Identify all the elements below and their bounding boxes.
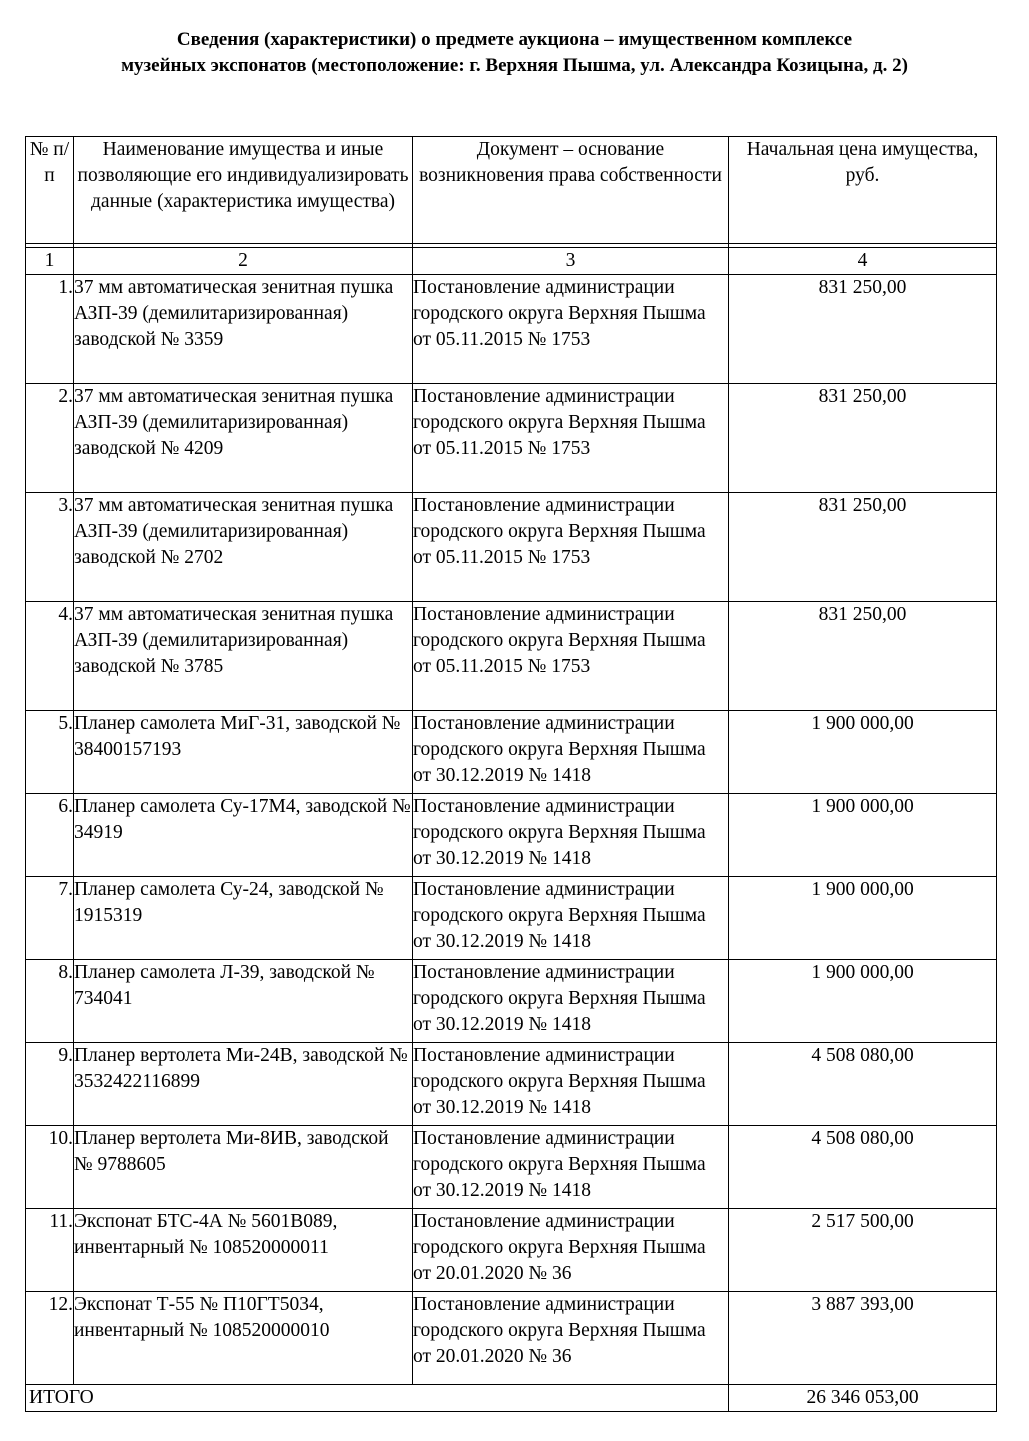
title-line-2: музейных экспонатов (местоположение: г. Верхняя Пышма, ул. Александра Козицына, д. 2) xyxy=(121,55,908,76)
column-number: 3 xyxy=(413,248,729,275)
item-name: Планер самолета Су-24, заводской № 1915319 xyxy=(74,877,413,960)
start-price: 1 900 000,00 xyxy=(729,711,997,794)
total-value: 26 346 053,00 xyxy=(729,1385,997,1412)
property-table xyxy=(25,136,997,1412)
start-price: 2 517 500,00 xyxy=(729,1209,997,1292)
item-name: Планер самолета Л-39, заводской № 734041 xyxy=(74,960,413,1043)
basis-document: Постановление администрации городского округа Верхняя Пышма от 20.01.2020 № 36 xyxy=(413,1292,729,1385)
start-price: 1 900 000,00 xyxy=(729,960,997,1043)
start-price: 1 900 000,00 xyxy=(729,794,997,877)
table-row xyxy=(26,1292,997,1385)
basis-document: Постановление администрации городского округа Верхняя Пышма от 30.12.2019 № 1418 xyxy=(413,1043,729,1126)
table-row xyxy=(26,1043,997,1126)
column-number: 4 xyxy=(729,248,997,275)
start-price: 3 887 393,00 xyxy=(729,1292,997,1385)
basis-document: Постановление администрации городского округа Верхняя Пышма от 30.12.2019 № 1418 xyxy=(413,711,729,794)
title-line-1: Сведения (характеристики) о предмете аукциона – имущественном комплексе xyxy=(176,29,853,50)
basis-document: Постановление администрации городского округа Верхняя Пышма от 05.11.2015 № 1753 xyxy=(413,384,729,493)
basis-document: Постановление администрации городского округа Верхняя Пышма от 30.12.2019 № 1418 xyxy=(413,877,729,960)
table-row xyxy=(26,384,997,493)
basis-document: Постановление администрации городского округа Верхняя Пышма от 30.12.2019 № 1418 xyxy=(413,794,729,877)
header-price: Начальная цена имущества, руб. xyxy=(729,137,997,244)
row-number: 6. xyxy=(26,794,74,877)
basis-document: Постановление администрации городского округа Верхняя Пышма от 05.11.2015 № 1753 xyxy=(413,602,729,711)
basis-document: Постановление администрации городского округа Верхняя Пышма от 20.01.2020 № 36 xyxy=(413,1209,729,1292)
header-row xyxy=(26,137,997,244)
item-name: Планер самолета Су-17М4, заводской № 34919 xyxy=(74,794,413,877)
row-number: 11. xyxy=(26,1209,74,1292)
row-number: 8. xyxy=(26,960,74,1043)
table-row xyxy=(26,794,997,877)
column-number-row xyxy=(26,248,997,275)
item-name: 37 мм автоматическая зенитная пушка АЗП-39 (демилитаризированная) заводской № 2702 xyxy=(74,493,413,602)
table-row xyxy=(26,711,997,794)
basis-document: Постановление администрации городского округа Верхняя Пышма от 05.11.2015 № 1753 xyxy=(413,275,729,384)
row-number: 1. xyxy=(26,275,74,384)
start-price: 831 250,00 xyxy=(729,602,997,711)
header-num: № п/п xyxy=(26,137,74,244)
item-name: Планер вертолета Ми-24В, заводской № 3532422116899 xyxy=(74,1043,413,1126)
table-row xyxy=(26,275,997,384)
basis-document: Постановление администрации городского округа Верхняя Пышма от 30.12.2019 № 1418 xyxy=(413,960,729,1043)
item-name: Экспонат БТС-4А № 5601В089, инвентарный № 108520000011 xyxy=(74,1209,413,1292)
row-number: 4. xyxy=(26,602,74,711)
column-number: 2 xyxy=(74,248,413,275)
item-name: 37 мм автоматическая зенитная пушка АЗП-39 (демилитаризированная) заводской № 3359 xyxy=(74,275,413,384)
item-name: Планер самолета МиГ-31, заводской № 38400157193 xyxy=(74,711,413,794)
document-title xyxy=(0,27,1029,79)
column-number: 1 xyxy=(26,248,74,275)
row-number: 3. xyxy=(26,493,74,602)
table-row xyxy=(26,1126,997,1209)
table-row xyxy=(26,493,997,602)
item-name: Планер вертолета Ми-8ИВ, заводской № 9788605 xyxy=(74,1126,413,1209)
row-number: 9. xyxy=(26,1043,74,1126)
item-name: 37 мм автоматическая зенитная пушка АЗП-39 (демилитаризированная) заводской № 4209 xyxy=(74,384,413,493)
header-name: Наименование имущества и иные позволяющие его индивидуализировать данные (характеристика имущества) xyxy=(74,137,413,244)
item-name: Экспонат Т-55 № П10ГТ5034, инвентарный № 108520000010 xyxy=(74,1292,413,1385)
total-row xyxy=(26,1385,997,1412)
basis-document: Постановление администрации городского округа Верхняя Пышма от 30.12.2019 № 1418 xyxy=(413,1126,729,1209)
row-number: 2. xyxy=(26,384,74,493)
table-row xyxy=(26,1209,997,1292)
start-price: 831 250,00 xyxy=(729,275,997,384)
basis-document: Постановление администрации городского округа Верхняя Пышма от 05.11.2015 № 1753 xyxy=(413,493,729,602)
item-name: 37 мм автоматическая зенитная пушка АЗП-39 (демилитаризированная) заводской № 3785 xyxy=(74,602,413,711)
start-price: 831 250,00 xyxy=(729,493,997,602)
start-price: 4 508 080,00 xyxy=(729,1043,997,1126)
table-row xyxy=(26,602,997,711)
start-price: 1 900 000,00 xyxy=(729,877,997,960)
table-row xyxy=(26,960,997,1043)
row-number: 12. xyxy=(26,1292,74,1385)
start-price: 831 250,00 xyxy=(729,384,997,493)
row-number: 5. xyxy=(26,711,74,794)
table-row xyxy=(26,877,997,960)
row-number: 10. xyxy=(26,1126,74,1209)
start-price: 4 508 080,00 xyxy=(729,1126,997,1209)
header-doc: Документ – основание возникновения права собственности xyxy=(413,137,729,244)
row-number: 7. xyxy=(26,877,74,960)
total-label: ИТОГО xyxy=(26,1385,729,1412)
